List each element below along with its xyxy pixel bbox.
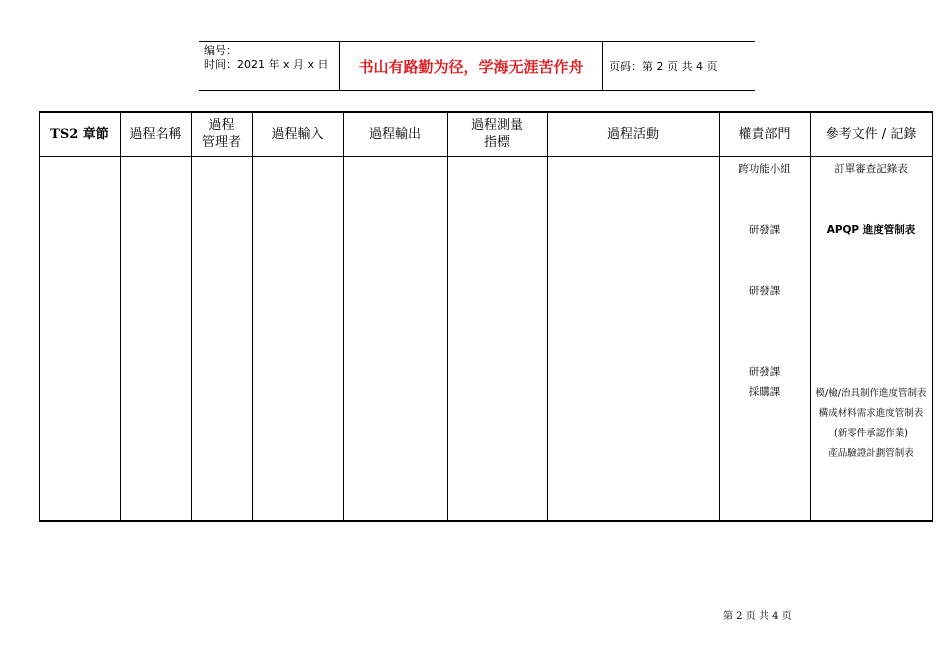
column-divider [343, 113, 344, 520]
dept-entry: 跨功能小組 [738, 163, 791, 175]
column-divider [547, 113, 548, 520]
col-header-process-output: 過程輸出 [368, 126, 421, 142]
doc-entry: 產品驗證計劃管制表 [828, 448, 914, 459]
col-header-process-owner: 過程 管理者 [201, 118, 241, 150]
header-page-info: 页码：第 2 页 共 4 页 [609, 60, 718, 73]
header-meta [199, 42, 340, 90]
doc-entry: 訂單審查記錄表 [834, 163, 908, 175]
dept-entry: 研發課 [748, 366, 781, 378]
dept-entry: 採購課 [748, 386, 781, 398]
doc-entry: 模/檢/治具制作進度管制表 [815, 388, 927, 399]
page-footer: 第 2 页 共 4 页 [723, 611, 792, 622]
process-table [39, 111, 933, 522]
dept-entry: 研發課 [748, 224, 781, 236]
code-label: 编号： [204, 44, 237, 57]
document-header [199, 41, 755, 91]
col-header-ts2-chapter: TS2 章節 [50, 126, 109, 142]
header-motto: 书山有路勤为径，学海无涯苦作舟 [340, 42, 603, 90]
col-header-reference-docs: 參考文件 / 記錄 [825, 126, 917, 142]
table-border-right [932, 113, 933, 520]
col-header-process-input: 過程輸入 [271, 126, 324, 142]
col-header-process-name: 過程名稱 [129, 126, 182, 142]
time-label: 时间：2021 年 x 月 x 日 [204, 58, 329, 71]
column-divider [252, 113, 253, 520]
col-header-process-metric: 過程測量 指標 [470, 118, 523, 150]
column-divider [120, 113, 121, 520]
col-header-process-activity: 過程活動 [606, 126, 659, 142]
doc-entry: (新零件承認作業) [834, 428, 908, 439]
column-divider [447, 113, 448, 520]
table-border-left [39, 113, 40, 520]
dept-entry: 研發課 [748, 285, 781, 297]
column-divider [191, 113, 192, 520]
doc-entry: 構成材料需求進度管制表 [818, 408, 924, 419]
col-header-responsible-dept: 權責部門 [738, 126, 791, 142]
doc-entry: APQP 進度管制表 [826, 224, 916, 236]
